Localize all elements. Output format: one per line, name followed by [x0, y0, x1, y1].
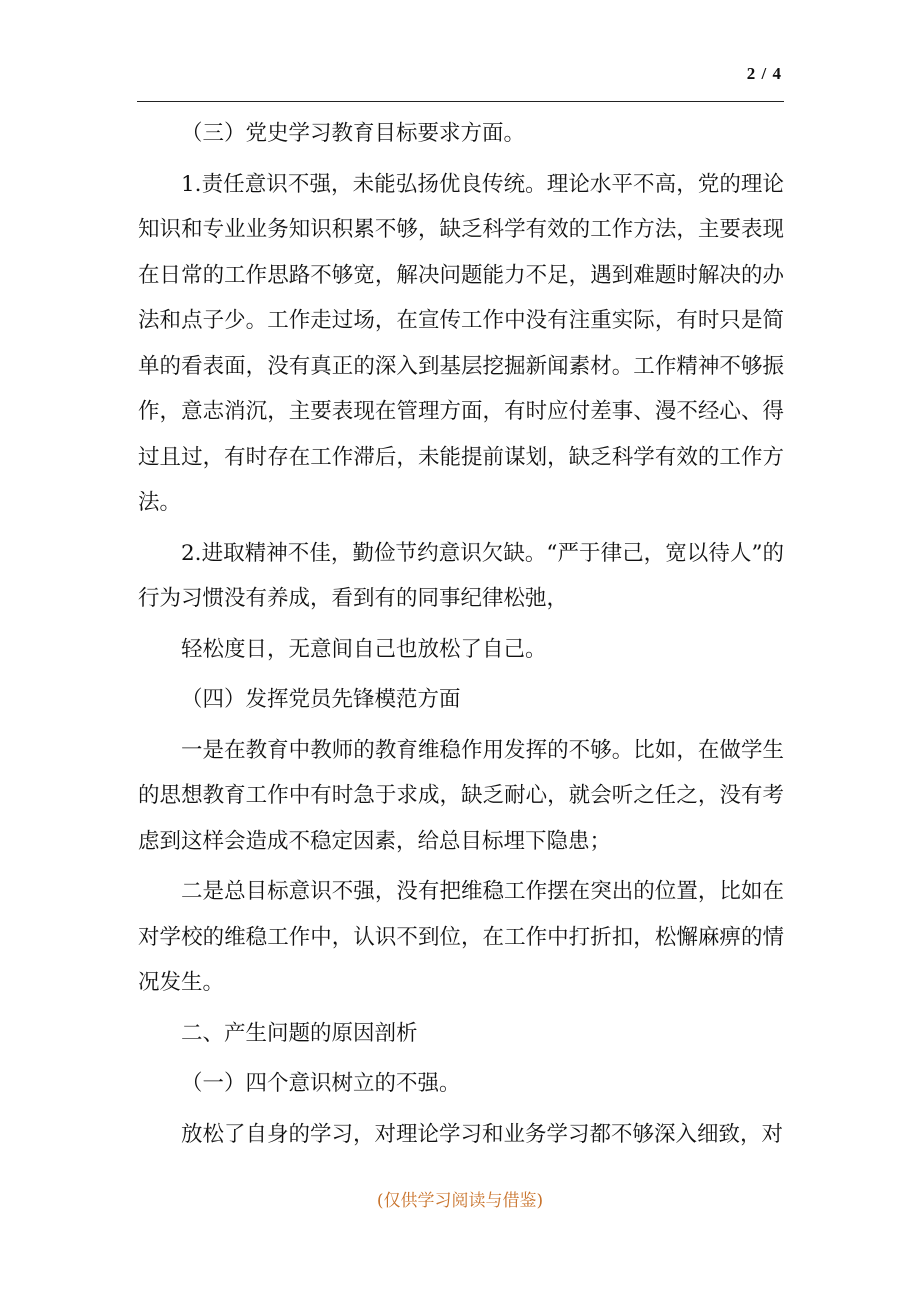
footer-watermark-text: (仅供学习阅读与借鉴) — [376, 1191, 544, 1211]
section-heading-4: （四）发挥党员先锋模范方面 — [181, 687, 461, 712]
body-paragraph-point-1: 一是在教育中教师的教育维稳作用发挥的不够。比如，在做学生的思想教育工作中有时急于求成，缺乏耐心，就会听之任之，没有考虑到这样会造成不稳定因素，给总目标埋下隐患； — [138, 737, 784, 854]
body-paragraph-1: 1.责任意识不强，未能弘扬优良传统。理论水平不高，党的理论知识和专业业务知识积累不够，缺乏科学有效的工作方法，主要表现在日常的工作思路不够宽，解决问题能力不足，遇到难题时解决的办法和点子少。工作走过场，在宣传工作中没有注重实际，有时只是简单的看表面，没有真正的深入到基层挖掘新闻素材。工作精神不够振作，意志消沉，主要表现在管理方面，有时应付差事、漫不经心、得过且过，有时存在工作滞后，未能提前谋划，缺乏科学有效的工作方法。 — [138, 171, 784, 515]
header-divider — [137, 101, 784, 102]
document-body — [138, 111, 784, 1157]
body-paragraph-2: 2.进取精神不佳，勤俭节约意识欠缺。“严于律己，宽以待人”的行为习惯没有养成，看到有的同事纪律松弛， — [138, 540, 784, 611]
body-paragraph-final: 放松了自身的学习，对理论学习和业务学习都不够深入细致，对 — [181, 1121, 784, 1147]
chapter-heading-2: 二、产生问题的原因剖析 — [181, 1020, 418, 1046]
body-paragraph-continuation: 轻松度日，无意间自己也放松了自己。 — [181, 636, 547, 662]
section-heading-1: （一）四个意识树立的不强。 — [181, 1071, 461, 1096]
page-number: 2 / 4 — [746, 64, 782, 83]
section-heading-3: （三）党史学习教育目标要求方面。 — [181, 121, 526, 146]
body-paragraph-point-2: 二是总目标意识不强，没有把维稳工作摆在突出的位置，比如在对学校的维稳工作中，认识不到位，在工作中打折扣，松懈麻痹的情况发生。 — [138, 879, 784, 995]
